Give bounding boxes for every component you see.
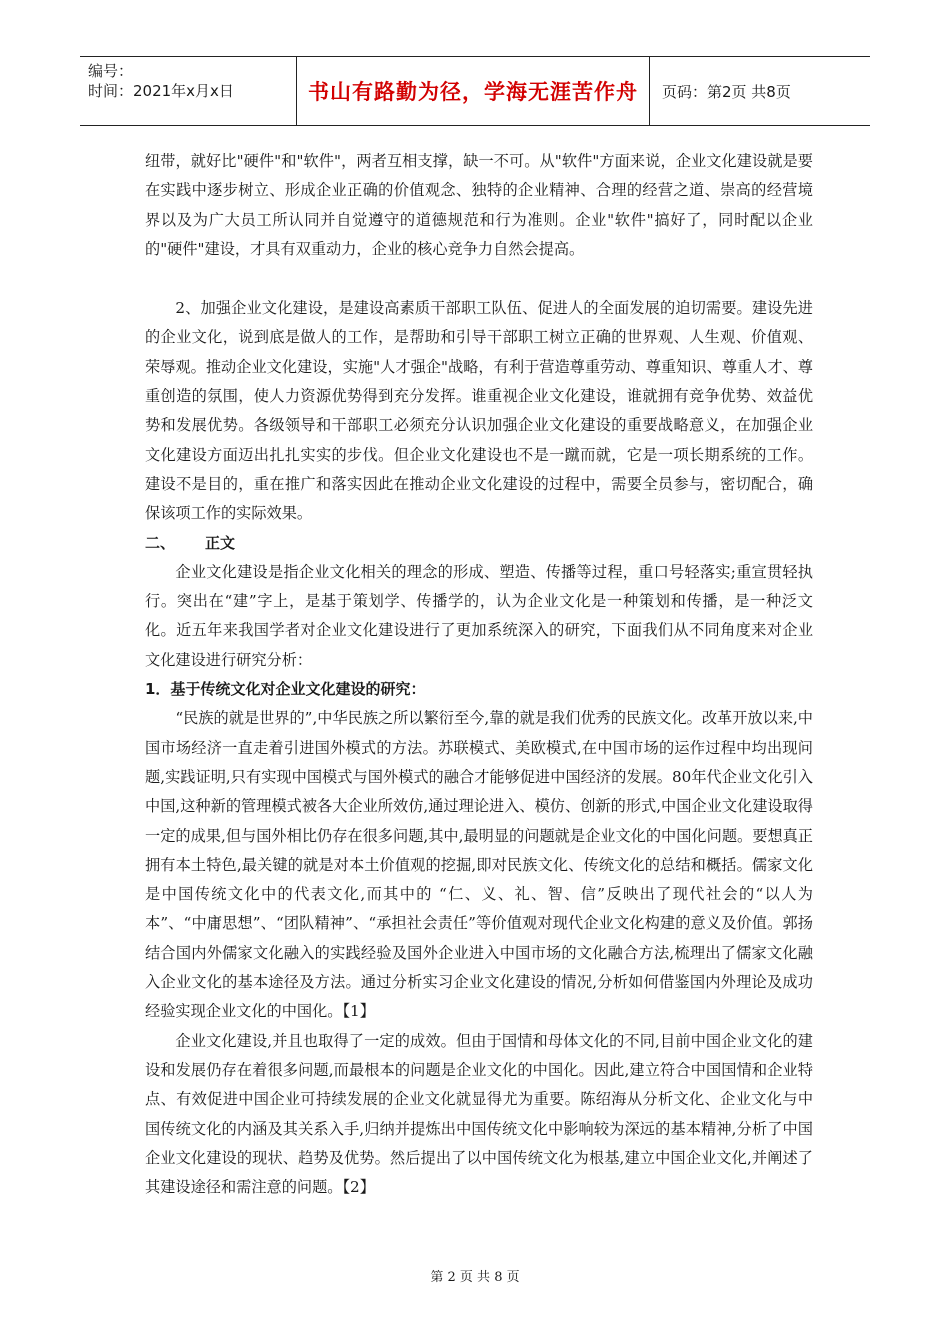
document-body [145,147,813,1202]
paragraph-4: “民族的就是世界的”,中华民族之所以繁衍至今,靠的就是我们优秀的民族文化。改革开放以来,中国市场经济一直走着引进国外模式的方法。苏联模式、美欧模式,在中国市场的运作过程中均出现问题,实践证明,只有实现中国模式与国外模式的融合才能够促进中国经济的发展。80年代企业文化引入中国,这种新的管理模式被各大企业所效仿,通过理论进入、模仿、创新的形式,中国企业文化建设取得一定的成果,但与国外相比仍存在很多问题,其中,最明显的问题就是企业文化的中国化问题。要想真正拥有本土特色,最关键的就是对本土价值观的挖掘,即对民族文化、传统文化的总结和概括。儒家文化是中国传统文化中的代表文化,而其中的 “仁、义、礼、智、信”反映出了现代社会的“以人为本”、“中庸思想”、“团队精神”、“承担社会责任”等价值观对现代企业文化构建的意义及价值。郭扬结合国内外儒家文化融入的实践经验及国外企业进入中国市场的文化融合方法,梳理出了儒家文化融入企业文化的基本途径及方法。通过分析实习企业文化建设的情况,分析如何借鉴国内外理论及成功经验实现企业文化的中国化。【1】 [145,709,813,1021]
paragraph-3: 企业文化建设是指企业文化相关的理念的形成、塑造、传播等过程，重口号轻落实;重宣贯轻执行。突出在“建”字上，是基于策划学、传播学的，认为企业文化是一种策划和传播，是一种泛文化。近五年来我国学者对企业文化建设进行了更加系统深入的研究，下面我们从不同角度来对企业文化建设进行研究分析： [145,562,813,669]
section-number: 二、 [145,533,176,552]
paragraph-5: 企业文化建设,并且也取得了一定的成效。但由于国情和母体文化的不同,目前中国企业文化的建设和发展仍存在着很多问题,而最根本的问题是企业文化的中国化。因此,建立符合中国国情和企业特点、有效促进中国企业可持续发展的企业文化就显得尤为重要。陈绍海从分析文化、企业文化与中国传统文化的内涵及其关系入手,归纳并提炼出中国传统文化中影响较为深远的基本精神,分析了中国企业文化建设的现状、趋势及优势。然后提出了以中国传统文化为根基,建立中国企业文化,并阐述了其建设途径和需注意的问题。【2】 [145,1031,813,1197]
header-meta [80,57,297,125]
page-footer: 第 2 页 共 8 页 [430,1270,520,1285]
header-motto: 书山有路勤为径，学海无涯苦作舟 [297,57,650,125]
section-heading-2 [145,529,813,558]
section-title: 正文 [205,533,236,552]
paragraph-1: 纽带，就好比"硬件"和"软件"，两者互相支撑，缺一不可。从"软件"方面来说，企业文化建设就是要在实践中逐步树立、形成企业正确的价值观念、独特的企业精神、合理的经营之道、崇高的经营境界以及为广大员工所认同并自觉遵守的道德规范和行为准则。企业"软件"搞好了，同时配以企业的"硬件"建设，才具有双重动力，企业的核心竞争力自然会提高。 [145,152,813,258]
paragraph-2: 2、加强企业文化建设，是建设高素质干部职工队伍、促进人的全面发展的迫切需要。建设先进的企业文化，说到底是做人的工作，是帮助和引导干部职工树立正确的世界观、人生观、价值观、荣辱观。推动企业文化建设，实施"人才强企"战略，有利于营造尊重劳动、尊重知识、尊重人才、尊重创造的氛围，使人力资源优势得到充分发挥。谁重视企业文化建设，谁就拥有竞争优势、效益优势和发展优势。各级领导和干部职工必须充分认识加强企业文化建设的重要战略意义，在加强企业文化建设方面迈出扎扎实实的步伐。但企业文化建设也不是一蹴而就，它是一项长期系统的工作。建设不是目的，重在推广和落实因此在推动企业文化建设的过程中，需要全员参与，密切配合，确保该项工作的实际效果。 [145,299,813,523]
subheading-1: 1．基于传统文化对企业文化建设的研究： [145,680,426,699]
serial-label: 编号： [88,62,134,80]
page-header [80,56,870,126]
header-page-info: 页码：第2页 共8页 [662,82,791,101]
date-label: 时间：2021年x月x日 [88,82,234,100]
